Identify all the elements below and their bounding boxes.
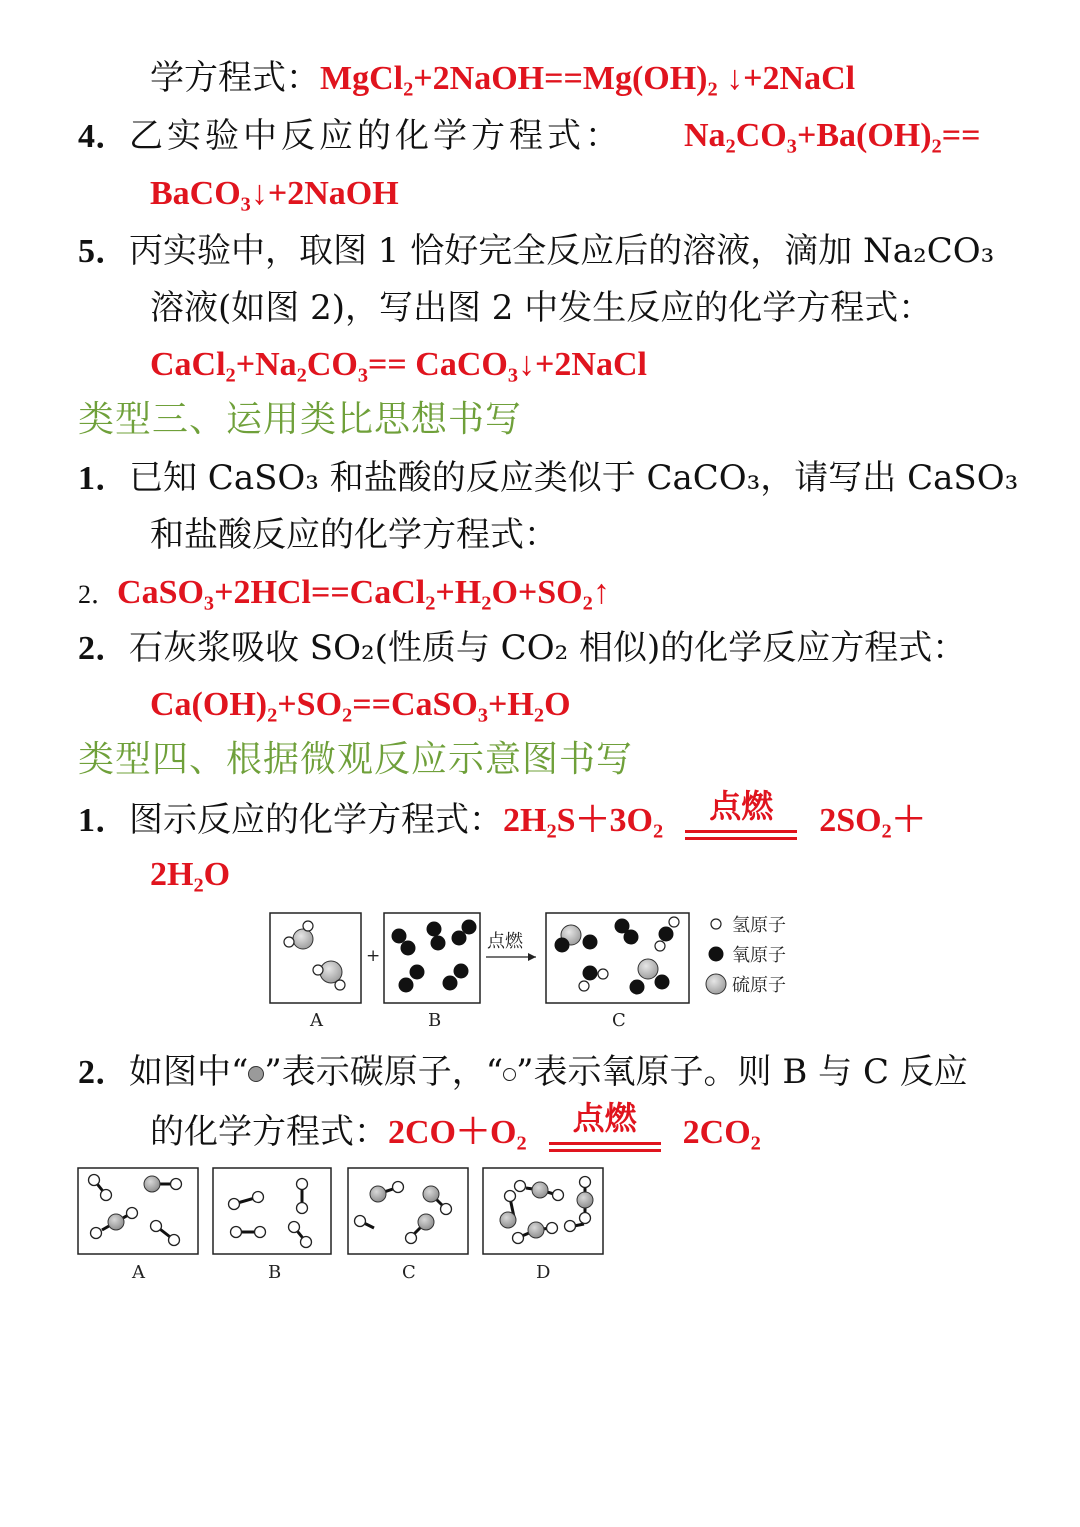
panel-a: [270, 913, 361, 1003]
oxygen-legend-icon: [709, 947, 724, 962]
bonds: [94, 1180, 585, 1242]
question-text: 石灰浆吸收 SO₂(性质与 CO₂ 相似)的化学反应方程式：: [129, 628, 967, 668]
question-number: 5．: [78, 233, 129, 270]
question-1-analogy: [78, 458, 1018, 499]
legend-hydrogen: 氢原子: [732, 915, 786, 936]
arrow-label: 点燃: [487, 931, 523, 952]
reaction-condition: [549, 1100, 661, 1153]
carbon-atom-icon: [248, 1066, 264, 1082]
section-heading-4: 类型四、根据微观反应示意图书写: [78, 739, 634, 780]
answer-co-products: 2CO₂: [682, 1114, 761, 1151]
question-number: 4．: [78, 118, 129, 155]
label-b: B: [268, 1262, 282, 1283]
answer-caso3: CaSO₃+2HCl==CaCl₂+H₂O+SO₂↑: [117, 574, 610, 611]
condition-label: 点燃: [709, 788, 774, 824]
hydrogen-legend-icon: [711, 919, 721, 929]
question-number: 1．: [78, 460, 129, 497]
question-5-cont: 溶液(如图 2)，写出图 2 中发生反应的化学方程式：: [150, 288, 933, 328]
micro-reaction-figure-1: [262, 905, 822, 1035]
question-number: 2．: [78, 630, 129, 667]
question-2-micro: [78, 1052, 968, 1093]
legend-oxygen: 氧原子: [732, 945, 786, 966]
question-text: 图示反应的化学方程式：: [129, 800, 503, 840]
answer-na2co3-part1: Na₂CO₃+Ba(OH)₂==: [684, 117, 981, 154]
question-number: 1．: [78, 802, 129, 839]
legend-sulfur: 硫原子: [732, 975, 786, 996]
reaction-condition: [685, 788, 797, 841]
question-text: 丙实验中，取图 1 恰好完全反应后的溶液，滴加 Na₂CO₃: [129, 231, 995, 271]
question-4: [78, 116, 623, 157]
answer-caso3-line: [78, 572, 610, 615]
question-text: ”表示碳原子，“: [264, 1052, 504, 1092]
section-heading-3: 类型三、运用类比思想书写: [78, 399, 523, 440]
plus-sign: +: [366, 946, 381, 966]
answer-na2co3-part2: BaCO₃↓+2NaOH: [150, 175, 399, 212]
answer-caoh2: Ca(OH)₂+SO₂==CaSO₃+H₂O: [150, 686, 571, 723]
answer-cacl2: CaCl₂+Na₂CO₃== CaCO₃↓+2NaCl: [150, 346, 647, 383]
question-text: ”表示氧原子。则 B 与 C 反应: [516, 1052, 968, 1092]
question-text: 的化学方程式：: [150, 1112, 388, 1152]
question-1-micro: [78, 788, 926, 841]
question-text: 已知 CaSO₃ 和盐酸的反应类似于 CaCO₃，请写出 CaSO₃: [129, 458, 1019, 498]
question-5: [78, 231, 994, 272]
question-number: 2．: [78, 580, 118, 609]
question-1-cont: 和盐酸反应的化学方程式：: [150, 515, 558, 555]
line-1-text: 学方程式：: [150, 58, 320, 98]
question-text: 如图中“: [129, 1052, 249, 1092]
label-b: B: [428, 1010, 442, 1031]
question-2-analogy: [78, 628, 966, 669]
line-1: [150, 58, 855, 99]
question-number: 2．: [78, 1054, 129, 1091]
label-a: A: [310, 1010, 323, 1031]
micro-reaction-figure-2: [74, 1162, 614, 1287]
answer-h2s-products-cont: 2H₂O: [150, 856, 231, 893]
label-c: C: [402, 1262, 416, 1283]
panel-b: [213, 1168, 331, 1254]
sulfur-legend-icon: [706, 974, 726, 994]
label-c: C: [612, 1010, 626, 1031]
question-2-micro-cont: [150, 1100, 761, 1153]
answer-mgcl2: MgCl₂+2NaOH==Mg(OH)₂ ↓+2NaCl: [320, 60, 856, 97]
answer-h2s-reactants: 2H₂S＋3O₂: [503, 802, 664, 839]
answer-h2s-products: 2SO₂＋: [819, 802, 926, 839]
answer-co-reactants: 2CO＋O₂: [388, 1114, 527, 1151]
arrow-head: [528, 953, 536, 961]
label-d: D: [536, 1262, 551, 1283]
question-text: 乙实验中反应的化学方程式：: [129, 116, 623, 156]
oxygen-atom-icon: [503, 1068, 516, 1081]
condition-label: 点燃: [572, 1100, 637, 1136]
label-a: A: [132, 1262, 145, 1283]
